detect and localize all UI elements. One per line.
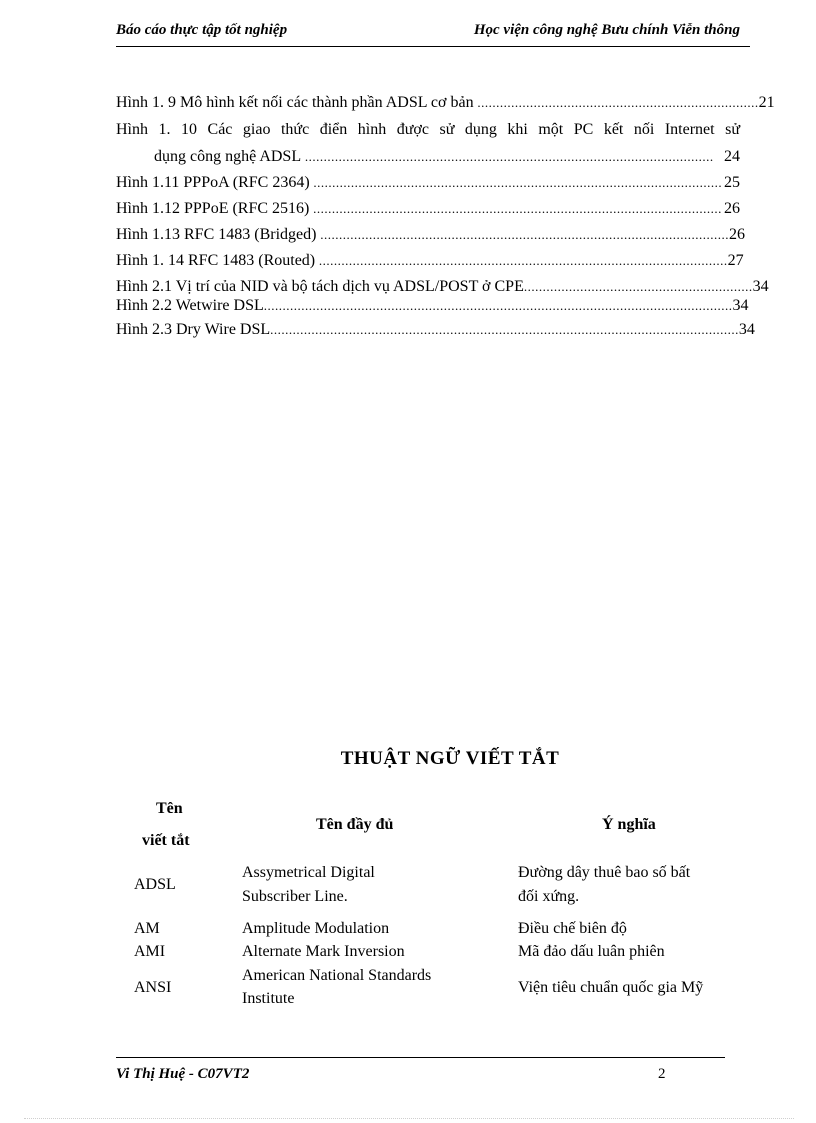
dot-leader: ............................................................................................................. <box>315 253 728 268</box>
row-abbr: AMI <box>134 943 166 960</box>
row-full-line1: Amplitude Modulation <box>242 920 390 937</box>
row-full-line1: American National Standards <box>242 967 432 984</box>
row-meaning-line1: Viện tiêu chuẩn quốc gia Mỹ <box>518 979 704 996</box>
row-abbr: ADSL <box>134 876 176 893</box>
footer-rule <box>116 1057 725 1058</box>
dot-leader: ........................................................................... <box>473 95 759 110</box>
dot-leader: ............................................................................................................. <box>316 227 729 242</box>
toc-entry-title: Hình 1.13 RFC 1483 (Bridged) <box>116 226 317 243</box>
toc-entry-page: 34 <box>732 297 749 314</box>
header-meaning: Ý nghĩa <box>602 816 656 833</box>
header-full-name: Tên đầy đủ <box>316 816 394 833</box>
toc-entry-wrapped-first-line[interactable]: Hình 1. 10 Các giao thức điển hình được sử dụng khi một PC kết nối Internet sử <box>116 121 740 138</box>
toc-entry-title: Hình 1.11 PPPoA (RFC 2364) <box>116 174 310 191</box>
row-full-line1: Assymetrical Digital <box>242 864 375 881</box>
toc-entry-title: Hình 2.3 Dry Wire DSL <box>116 321 271 338</box>
row-meaning-line1: Mã đảo dấu luân phiên <box>518 943 665 960</box>
dot-leader: ............................................................................................................. <box>309 201 722 216</box>
header-abbr-line2: viết tắt <box>142 832 190 849</box>
toc-entry-title: Hình 1.12 PPPoE (RFC 2516) <box>116 200 310 217</box>
toc-entry[interactable] <box>116 226 745 248</box>
toc-entry-title: Hình 1. 9 Mô hình kết nối các thành phần ADSL cơ bản <box>116 94 474 111</box>
page-number: 2 <box>658 1066 666 1082</box>
toc-entry[interactable] <box>116 200 740 222</box>
toc-entry-page: 34 <box>752 278 769 295</box>
dot-leader: ............................................................................................................. <box>309 175 723 190</box>
toc-entry-page: 34 <box>738 321 755 338</box>
row-abbr: ANSI <box>134 979 172 996</box>
toc-entry-title: dụng công nghệ ADSL <box>154 148 302 165</box>
row-meaning-line2: đối xứng. <box>518 888 580 905</box>
dot-leader: ............................................................. <box>523 279 753 294</box>
toc-entry[interactable] <box>154 148 740 170</box>
footer-author: Vi Thị Huệ - C07VT2 <box>116 1066 250 1082</box>
toc-entry-page: 24 <box>724 148 740 165</box>
toc-entry[interactable] <box>116 174 740 196</box>
row-abbr: AM <box>134 920 160 937</box>
toc-entry-title: Hình 1. 14 RFC 1483 (Routed) <box>116 252 316 269</box>
dot-leader: ............................................................................................................................. <box>263 298 733 313</box>
toc-entry[interactable] <box>116 252 744 274</box>
toc-entry-page: 26 <box>724 200 740 217</box>
abbreviations-title: THUẬT NGỮ VIẾT TẮT <box>340 748 560 769</box>
toc-entry-page: 25 <box>724 174 740 191</box>
page-header <box>116 20 750 47</box>
toc-entry[interactable] <box>116 94 775 116</box>
toc-entry[interactable] <box>116 297 749 319</box>
toc-entry[interactable] <box>116 321 755 343</box>
dot-leader: ............................................................................................................................. <box>270 322 739 337</box>
header-right-text: Học viện công nghệ Bưu chính Viễn thông <box>473 22 740 38</box>
toc-entry-title: Hình 2.1 Vị trí của NID và bộ tách dịch vụ ADSL/POST ở CPE <box>116 278 524 295</box>
header-abbr-line1: Tên <box>156 800 183 817</box>
page-bottom-border <box>24 1118 794 1119</box>
dot-leader: ............................................................................................................. <box>301 149 714 164</box>
row-full-line2: Institute <box>242 990 295 1007</box>
toc-entry-title: Hình 2.2 Wetwire DSL <box>116 297 264 314</box>
row-full-line1: Alternate Mark Inversion <box>242 943 405 960</box>
toc-entry-page: 26 <box>728 226 745 243</box>
toc-entry-page: 27 <box>727 252 744 269</box>
toc-entry-page: 21 <box>758 94 775 111</box>
header-left-text: Báo cáo thực tập tốt nghiệp <box>116 22 288 38</box>
row-full-line2: Subscriber Line. <box>242 888 348 905</box>
row-meaning-line1: Đường dây thuê bao số bất <box>518 864 691 881</box>
row-meaning-line1: Điều chế biên độ <box>518 920 627 937</box>
